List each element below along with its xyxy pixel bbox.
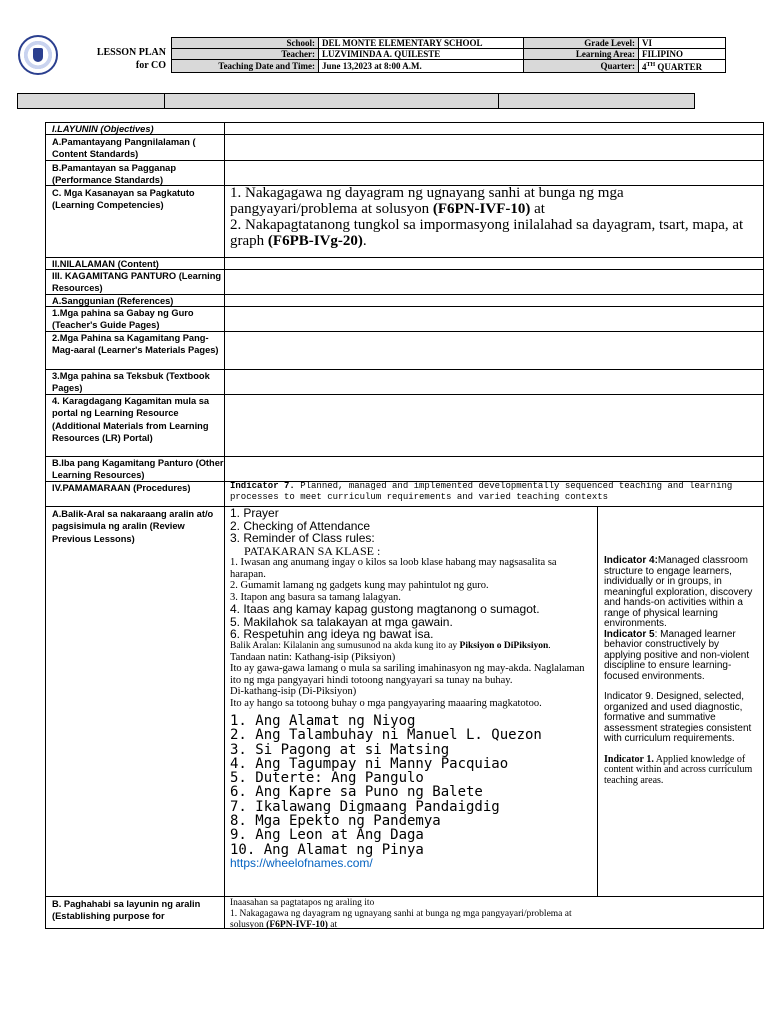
balik-aralan-text: Balik Aralan: Kilalanin ang sumusunod na akda kung ito ay	[230, 640, 460, 651]
patakaran-heading: PATAKARAN SA KLASE :	[244, 543, 381, 558]
row-label-paghahabi: B. Paghahabi sa layunin ng aralin (Establishing purpose for	[52, 899, 201, 922]
teacher-value: LUZVIMINDA A. QUILESTE	[319, 49, 524, 60]
grade-value: VI	[639, 38, 726, 49]
competency-2: 2. Nakapagtatanong tungkol sa impormasyong inilalahad sa dayagram, tsart, mapa, at graph	[230, 217, 744, 249]
indicator-7-label: Indicator 7.	[230, 481, 295, 491]
gray-bar-cell-1	[17, 93, 165, 109]
row-label-pamantayan-pagganap: B.Pamantayan sa Pagganap (Performance Standards)	[52, 163, 177, 186]
competency-2-tail: .	[362, 233, 367, 249]
row-divider	[45, 896, 764, 897]
competency-2-code: (F6PB-IVg-20)	[267, 233, 363, 249]
quarter-num: 4	[642, 62, 647, 72]
balik-aralan	[230, 641, 595, 652]
rule-5: 5. Makilahok sa talakayan at mga gawain.	[230, 614, 453, 629]
list-item: 4. Ang Tagumpay ni Manny Pacquiao	[230, 755, 509, 772]
quarter-sup: TH	[646, 62, 656, 68]
indicator-5	[604, 630, 754, 683]
list-item: 6. Ang Kapre sa Puno ng Balete	[230, 784, 483, 801]
school-value: DEL MONTE ELEMENTARY SCHOOL	[319, 38, 524, 49]
paghahabi-intro: Inaasahan sa pagtatapos ng araling ito	[230, 898, 375, 908]
indicator-4-label: Indicator 4:	[604, 555, 658, 566]
gray-bar-cell-3	[498, 93, 695, 109]
paghahabi-line-text: 1. Nakagagawa ng dayagram ng ugnayang sanhi at bunga ng mga pangyayari/problema at solusyon	[230, 909, 572, 930]
indicator-7-text: Planned, managed and implemented developmentally sequenced teaching and learning processes to meet curriculum requirements and varied teaching contexts	[230, 481, 733, 502]
learning-competencies	[230, 185, 750, 249]
paghahabi-code: (F6PN-IVF-10)	[266, 920, 328, 930]
indicator-5-label: Indicator 5	[604, 628, 655, 640]
row-label-teksbuk: 3.Mga pahina sa Teksbuk (Textbook Pages)	[52, 371, 210, 394]
indicator-1	[604, 755, 754, 787]
deped-seal-logo	[18, 35, 58, 75]
quarter-label: Quarter:	[524, 60, 639, 73]
indicator-9: Indicator 9. Designed, selected, organized and used diagnostic, formative and summative assessment strategies consistent with curriculum requirements.	[604, 691, 752, 744]
balik-aralan-end: .	[548, 640, 551, 651]
indicator-1-text: Applied knowledge of content within and across curriculum teaching areas.	[604, 753, 753, 786]
balik-aralan-bold: Piksiyon o DiPiksiyon	[459, 640, 549, 651]
quarter-value	[639, 60, 726, 73]
indicator-4	[604, 556, 754, 630]
list-item: 2. Ang Talambuhay ni Manuel L. Quezon	[230, 727, 542, 744]
area-value: FILIPINO	[639, 49, 726, 60]
row-label-layunin: I.LAYUNIN (Objectives)	[52, 124, 154, 134]
list-item: 9. Ang Leon at Ang Daga	[230, 827, 424, 844]
date-value: June 13,2023 at 8:00 A.M.	[319, 60, 524, 73]
gray-bar-cell-2	[164, 93, 499, 109]
wheel-of-names-link[interactable]: https://wheelofnames.com/	[230, 855, 373, 870]
row-label-nilalaman: II.NILALAMAN (Content)	[52, 259, 159, 269]
lesson-plan-title	[66, 46, 166, 72]
row-label-balik-aral: A.Balik-Aral sa nakaraang aralin at/o pagsisimula ng aralin (Review Previous Lessons)	[52, 509, 214, 544]
competency-1-code: (F6PN-IVF-10)	[432, 201, 531, 217]
balik-aral-content	[230, 507, 595, 869]
title-line-2: for CO	[135, 60, 166, 71]
quarter-word: QUARTER	[655, 62, 703, 72]
paghahabi-tail: at	[327, 920, 338, 930]
list-item: 1. Ang Alamat ng Niyog	[230, 713, 416, 729]
step-reminder: 3. Reminder of Class rules:	[230, 531, 375, 545]
indicator-5-text: : Managed learner behavior constructively by applying positive and non-violent discipline to ensure learning-focused environments.	[604, 628, 750, 682]
indicator-7	[230, 481, 760, 503]
rule-2: 2. Gumamit lamang ng gadgets kung may pahintulot ng guro.	[230, 580, 489, 591]
teacher-label: Teacher:	[172, 49, 319, 60]
list-item: 5. Duterte: Ang Pangulo	[230, 770, 424, 787]
paghahabi-content	[230, 898, 595, 931]
indicator-1-label: Indicator 1.	[604, 753, 654, 765]
school-label: School:	[172, 38, 319, 49]
row-label-gabay: 1.Mga pahina sa Gabay ng Guro (Teacher's Guide Pages)	[52, 308, 194, 331]
tandaan-heading: Tandaan natin: Kathang-isip (Piksiyon)	[230, 651, 396, 663]
row-label-kagamitang-mag-aaral: 2.Mga Pahina sa Kagamitang Pang-Mag-aaral (Learner's Materials Pages)	[52, 333, 219, 356]
competency-1-tail: at	[530, 201, 545, 217]
row-label-pamamaraan: IV.PAMAMARAAN (Procedures)	[52, 483, 191, 493]
indicator-4-text: Managed classroom structure to engage learners, individually or in groups, in meaningful exploration, discovery and hands-on activities within a range of physical learning environments.	[604, 555, 753, 629]
tandaan-text: Ito ay gawa-gawa lamang o mula sa sariling imahinasyon ng may-akda. Naglalaman ito ng mga pangyayari hindi totoong nangyayari sa tunay na buhay.	[230, 663, 585, 686]
indicators-column	[604, 556, 754, 786]
row-label-kagamitan: III. KAGAMITANG PANTURO (Learning Resources)	[52, 271, 222, 294]
title-line-1: LESSON PLAN	[96, 47, 166, 58]
paghahabi-line	[230, 909, 595, 931]
rule-4: 4. Itaas ang kamay kapag gustong magtanong o sumagot.	[230, 602, 540, 616]
area-label: Learning Area:	[524, 49, 639, 60]
list-item: 10. Ang Alamat ng Pinya	[230, 841, 424, 858]
row-label-sanggunian: A.Sanggunian (References)	[52, 296, 174, 306]
di-kathang-text: Ito ay hango sa totoong buhay o mga pangyayaring maaaring magkatotoo.	[230, 697, 542, 709]
step-attendance: 2. Checking of Attendance	[230, 518, 371, 533]
row-label-iba-pang: B.Iba pang Kagamitang Panturo (Other Learning Resources)	[52, 458, 224, 481]
column-divider	[224, 122, 225, 929]
competency-1: 1. Nakagagawa ng dayagram ng ugnayang sanhi at bunga ng mga pangyayari/problema at solusyon	[230, 185, 624, 217]
step-prayer: 1. Prayer	[230, 506, 279, 520]
list-item: 7. Ikalawang Digmaang Pandaigdig	[230, 798, 500, 815]
di-kathang-heading: Di-kathang-isip (Di-Piksiyon)	[230, 686, 357, 697]
grade-label: Grade Level:	[524, 38, 639, 49]
row-label-kasanayan: C. Mga Kasanayan sa Pagkatuto (Learning Competencies)	[52, 188, 195, 211]
list-item: 3. Si Pagong at si Matsing	[230, 741, 450, 758]
rule-1: 1. Iwasan ang anumang ingay o kilos sa loob klase habang may nagsasalita sa harapan.	[230, 557, 557, 580]
header-info-table	[171, 37, 726, 73]
row-label-pamantayan-nilalaman: A.Pamantayang Pangnilalaman ( Content Standards)	[52, 137, 196, 160]
indicator-column-divider	[597, 507, 598, 896]
date-label: Teaching Date and Time:	[172, 60, 319, 73]
rule-3: 3. Itapon ang basura sa tamang lalagyan.	[230, 591, 401, 603]
row-label-karagdagang: 4. Karagdagang Kagamitan mula sa portal ng Learning Resource (Additional Materials from Learning Resources (LR) Portal)	[52, 396, 210, 443]
rule-6: 6. Respetuhin ang ideya ng bawat isa.	[230, 627, 434, 641]
list-item: 8. Mga Epekto ng Pandemya	[230, 813, 441, 830]
